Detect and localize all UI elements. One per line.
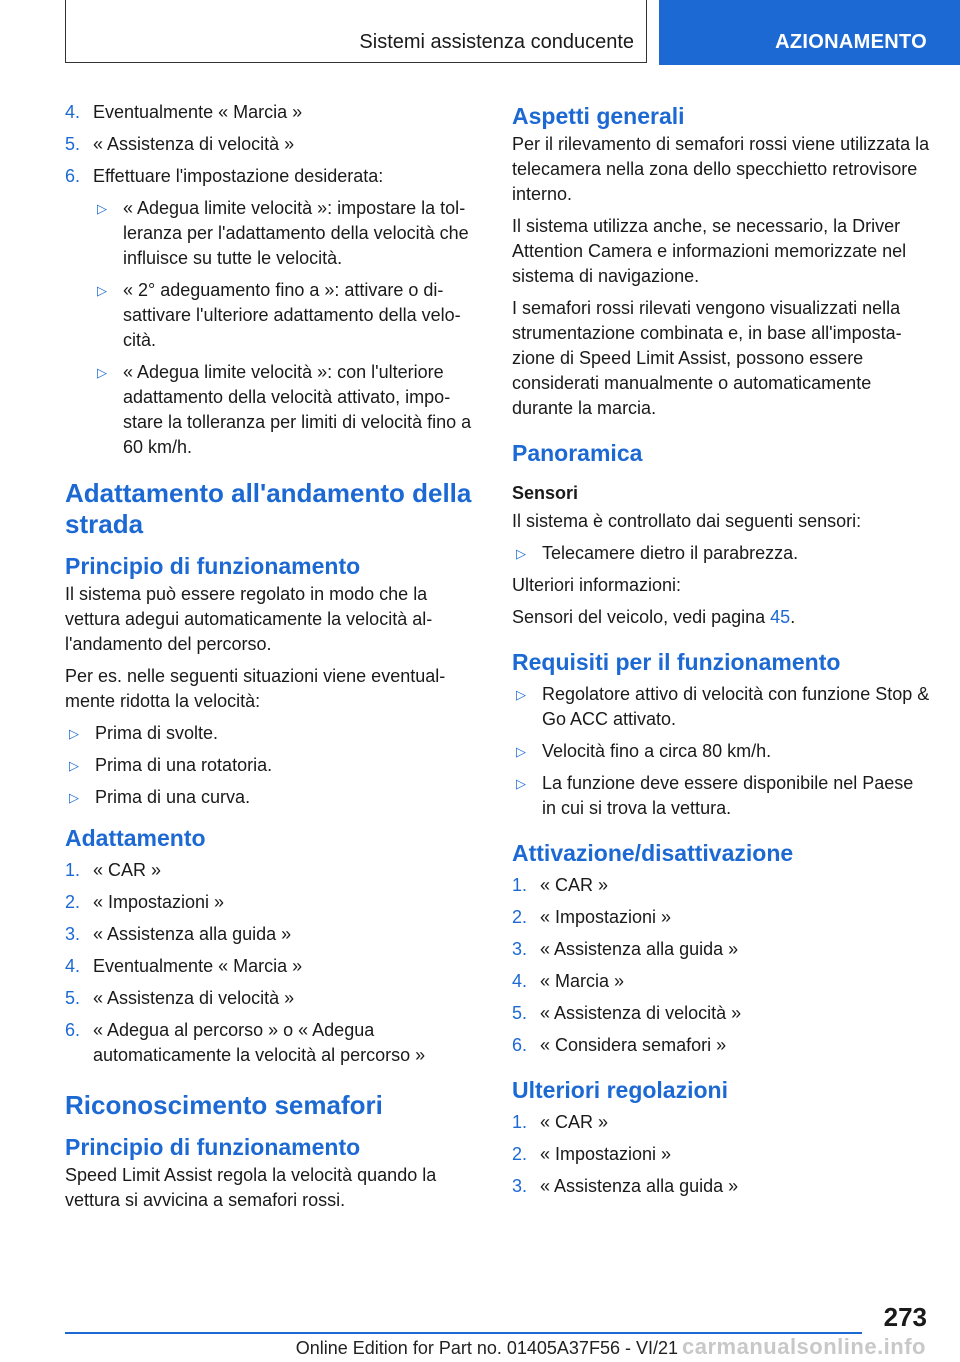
step-number: 3. [512, 939, 528, 959]
paragraph: Il sistema è controllato dai seguenti sensori: [512, 511, 862, 531]
triangle-right-icon: ▷ [516, 776, 526, 791]
step-text: « Assistenza alla guida » [93, 924, 292, 944]
settings-bullet-list [93, 196, 480, 460]
step-number: 2. [512, 907, 528, 927]
triangle-right-icon: ▷ [69, 758, 79, 773]
bullet-item [93, 196, 480, 271]
step-text: « CAR » [540, 1112, 609, 1132]
step-text: « Assistenza alla guida » [540, 939, 739, 959]
list-item [512, 1142, 932, 1167]
triangle-right-icon: ▷ [97, 365, 107, 380]
heading-further-settings: Ulteriori regolazioni [512, 1077, 728, 1103]
step-text: Effettuare l'impostazione desiderata: [93, 166, 384, 186]
step-text: « Assistenza di velocità » [93, 988, 295, 1008]
paragraph: Per es. nelle seguenti situazioni viene eventualmente ridotta la velocità: [65, 666, 446, 711]
bullet-item [512, 739, 932, 764]
heading-general: Aspetti generali [512, 103, 685, 129]
step-number: 3. [65, 924, 81, 944]
adaptation-steps-list [65, 858, 480, 1068]
step-number: 2. [512, 1144, 528, 1164]
requirements-list [512, 682, 932, 821]
bullet-text: Prima di svolte. [95, 723, 219, 743]
step-text: « Adegua al percorso » o « Adegua automaticamente la velocità al percorso » [93, 1020, 426, 1065]
page-footer [0, 1290, 960, 1362]
list-item [512, 1174, 932, 1199]
list-item [512, 1110, 932, 1135]
page-number: 273 [883, 1302, 927, 1332]
step-text: Eventualmente « Marcia » [93, 102, 303, 122]
triangle-right-icon: ▷ [97, 201, 107, 216]
step-text: « Considera semafori » [540, 1035, 727, 1055]
bullet-text: Prima di una curva. [95, 787, 251, 807]
heading-activation: Attivazione/disattivazione [512, 840, 794, 866]
bullet-item [65, 721, 480, 746]
step-text: « Assistenza alla guida » [540, 1176, 739, 1196]
step-text: « Marcia » [540, 971, 625, 991]
paragraph: Speed Limit Assist regola la velocità quando la vettura si avvicina a semafori rossi. [65, 1165, 437, 1210]
step-number: 4. [65, 956, 81, 976]
step-text: « CAR » [540, 875, 609, 895]
heading-sensors: Sensori [512, 483, 579, 503]
step-text: « CAR » [93, 860, 162, 880]
heading-principle-2: Principio di funzionamento [65, 1134, 361, 1160]
paragraph: Il sistema utilizza anche, se necessario, la Driver Attention Camera e informazioni memorizzate nel sistema di navigazione. [512, 216, 907, 286]
step-text: « Impostazioni » [540, 1144, 672, 1164]
step-text: « Assistenza di velocità » [93, 134, 295, 154]
chapter-title: AZIONAMENTO [775, 31, 927, 53]
heading-road-adaptation: Adattamento all'andamento della strada [65, 478, 472, 539]
list-item [65, 132, 480, 157]
triangle-right-icon: ▷ [97, 283, 107, 298]
chapter-tab [659, 0, 960, 65]
page-ref-text: Sensori del veicolo, vedi pagina [512, 607, 771, 627]
bullet-item [512, 771, 932, 821]
list-item [65, 1018, 480, 1068]
list-item [512, 937, 932, 962]
step-text: « Impostazioni » [540, 907, 672, 927]
situations-list [65, 721, 480, 810]
list-item [512, 1001, 932, 1026]
step-number: 3. [512, 1176, 528, 1196]
paragraph: Per il rilevamento di semafori rossi viene utilizzata la telecamera nella zona dello specchietto retrovisore interno. [512, 134, 930, 204]
heading-adaptation: Adattamento [65, 825, 206, 851]
step-number: 5. [65, 134, 81, 154]
step-number: 6. [65, 1020, 81, 1040]
edition-note: Online Edition for Part no. 01405A37F56 - VI/21 [295, 1338, 678, 1358]
further-steps-list [512, 1110, 932, 1199]
triangle-right-icon: ▷ [516, 744, 526, 759]
bullet-text: « Adegua limite velocità »: con l'ulteriore adattamento della velocità attivato, impostare la tolleranza per limiti di velocità fino a 60 km/h. [123, 362, 472, 457]
watermark-logo: carmanualsonline.info [682, 1334, 926, 1359]
triangle-right-icon: ▷ [516, 546, 526, 561]
steps-list [65, 100, 480, 189]
bullet-item [93, 360, 480, 460]
list-item [65, 922, 480, 947]
list-item [512, 969, 932, 994]
triangle-right-icon: ▷ [69, 790, 79, 805]
list-item [65, 100, 480, 125]
bullet-text: Telecamere dietro il parabrezza. [542, 543, 799, 563]
paragraph: Il sistema può essere regolato in modo che la vettura adegui automaticamente la velocità all'andamento del percorso. [65, 584, 433, 654]
bullet-text: Prima di una rotatoria. [95, 755, 273, 775]
triangle-right-icon: ▷ [69, 726, 79, 741]
triangle-right-icon: ▷ [516, 687, 526, 702]
bullet-text: « Adegua limite velocità »: impostare la tolleranza per l'adattamento della velocità che influisce su tutte le velocità. [123, 198, 469, 268]
bullet-text: La funzione deve essere disponibile nel Paese in cui si trova la vettura. [542, 773, 914, 818]
paragraph: Ulteriori informazioni: [512, 575, 682, 595]
step-text: Eventualmente « Marcia » [93, 956, 303, 976]
section-title: Sistemi assistenza conducente [359, 31, 634, 53]
page-header [0, 0, 960, 65]
bullet-text: « 2° adeguamento fino a »: attivare o disattivare l'ulteriore adattamento della velocità. [123, 280, 461, 350]
left-column [65, 100, 480, 1220]
step-text: « Impostazioni » [93, 892, 225, 912]
step-number: 5. [65, 988, 81, 1008]
step-number: 5. [512, 1003, 528, 1023]
step-number: 6. [65, 166, 81, 186]
bullet-item [65, 753, 480, 778]
list-item [512, 873, 932, 898]
step-number: 6. [512, 1035, 528, 1055]
list-item [65, 164, 480, 189]
bullet-item [65, 785, 480, 810]
heading-requirements: Requisiti per il funzionamento [512, 649, 841, 675]
list-item [65, 954, 480, 979]
step-number: 1. [65, 860, 81, 880]
paragraph-page-ref [512, 605, 932, 630]
step-number: 4. [512, 971, 528, 991]
list-item [65, 858, 480, 883]
heading-principle: Principio di funzionamento [65, 553, 361, 579]
sensor-list [512, 541, 932, 566]
paragraph: I semafori rossi rilevati vengono visualizzati nella strumentazione combinata e, in base all'impostazione di Speed Limit Assist, possono essere considerati manualmente o automaticamente durante la marcia. [512, 298, 902, 418]
bullet-text: Velocità fino a circa 80 km/h. [542, 741, 772, 761]
list-item [512, 905, 932, 930]
heading-traffic-lights: Riconoscimento semafori [65, 1090, 383, 1120]
list-item [512, 1033, 932, 1058]
page-ref-link[interactable]: 45 [770, 607, 791, 627]
step-number: 1. [512, 875, 528, 895]
step-number: 4. [65, 102, 81, 122]
bullet-item [512, 682, 932, 732]
list-item [65, 890, 480, 915]
bullet-item [512, 541, 932, 566]
step-text: « Assistenza di velocità » [540, 1003, 742, 1023]
step-number: 1. [512, 1112, 528, 1132]
bullet-text: Regolatore attivo di velocità con funzione Stop & Go ACC attivato. [542, 684, 930, 729]
right-column [512, 100, 932, 1206]
list-item [65, 986, 480, 1011]
bullet-item [93, 278, 480, 353]
activation-steps-list [512, 873, 932, 1058]
page-ref-suffix: . [790, 607, 796, 627]
step-number: 2. [65, 892, 81, 912]
section-title-box [65, 0, 647, 63]
heading-overview: Panoramica [512, 440, 643, 466]
